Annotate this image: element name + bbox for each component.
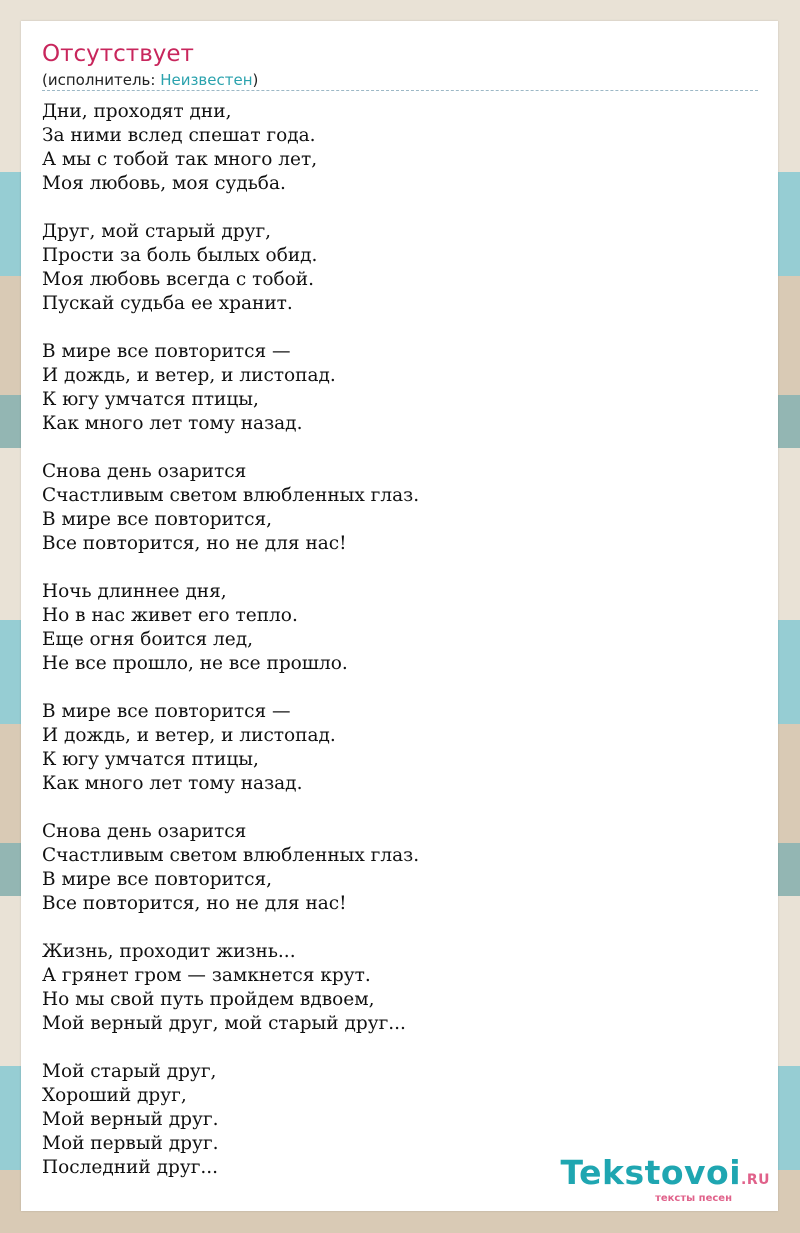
lyric-line: Счастливым светом влюбленных глаз.: [42, 485, 420, 506]
lyric-line: Все повторится, но не для нас!: [42, 893, 347, 914]
lyric-line: И дождь, и ветер, и листопад.: [42, 365, 336, 386]
lyric-line: Дни, проходят дни,: [42, 101, 232, 122]
lyric-line: Снова день озарится: [42, 821, 247, 842]
artist-line: [42, 71, 258, 89]
lyric-line: В мире все повторится —: [42, 701, 291, 722]
lyric-line: В мире все повторится —: [42, 341, 291, 362]
verse: [42, 940, 762, 1036]
lyric-line: Как много лет тому назад.: [42, 773, 303, 794]
verse: [42, 820, 762, 916]
verse: [42, 340, 762, 436]
lyric-line: Мой первый друг.: [42, 1133, 219, 1154]
artist-suffix: ): [252, 71, 259, 89]
lyric-line: В мире все повторится,: [42, 509, 273, 530]
lyric-line: Последний друг...: [42, 1157, 219, 1178]
lyric-line: Хороший друг,: [42, 1085, 187, 1106]
lyric-line: К югу умчатся птицы,: [42, 389, 259, 410]
lyric-line: Прости за боль былых обид.: [42, 245, 318, 266]
verse: [42, 700, 762, 796]
logo-name: Tekstovoi: [560, 1153, 742, 1192]
lyrics-text: [42, 100, 762, 1180]
lyric-line: Но в нас живет его тепло.: [42, 605, 298, 626]
lyric-line: Друг, мой старый друг,: [42, 221, 272, 242]
artist-prefix: (исполнитель:: [42, 71, 161, 89]
lyric-line: Снова день озарится: [42, 461, 247, 482]
verse: [42, 460, 762, 556]
lyric-line: Все повторится, но не для нас!: [42, 533, 347, 554]
lyric-line: Пускай судьба ее хранит.: [42, 293, 293, 314]
lyric-line: Моя любовь, моя судьба.: [42, 173, 286, 194]
verse: [42, 220, 762, 316]
lyric-line: А грянет гром — замкнется крут.: [42, 965, 371, 986]
lyric-line: Мой верный друг, мой старый друг...: [42, 1013, 406, 1034]
header-divider: [42, 90, 758, 91]
lyric-line: Мой верный друг.: [42, 1109, 219, 1130]
artist-link[interactable]: Неизвестен: [160, 71, 253, 89]
lyric-line: К югу умчатся птицы,: [42, 749, 259, 770]
lyric-line: Еще огня боится лед,: [42, 629, 253, 650]
lyric-line: В мире все повторится,: [42, 869, 273, 890]
lyric-line: И дождь, и ветер, и листопад.: [42, 725, 336, 746]
lyric-line: За ними вслед спешат года.: [42, 125, 316, 146]
lyric-line: Счастливым светом влюбленных глаз.: [42, 845, 420, 866]
lyric-line: Ночь длиннее дня,: [42, 581, 227, 602]
verse: [42, 100, 762, 196]
logo-tld: .RU: [741, 1172, 770, 1188]
lyric-line: А мы с тобой так много лет,: [42, 149, 318, 170]
lyric-line: Моя любовь всегда с тобой.: [42, 269, 314, 290]
lyric-line: Как много лет тому назад.: [42, 413, 303, 434]
verse: [42, 580, 762, 676]
logo-tagline: тексты песен: [655, 1193, 732, 1204]
song-title: Отсутствует: [42, 41, 194, 67]
lyric-line: Но мы свой путь пройдем вдвоем,: [42, 989, 375, 1010]
site-logo[interactable]: [560, 1153, 770, 1205]
lyric-line: Не все прошло, не все прошло.: [42, 653, 348, 674]
lyric-line: Жизнь, проходит жизнь...: [42, 941, 296, 962]
lyric-line: Мой старый друг,: [42, 1061, 217, 1082]
lyrics-card: [21, 21, 778, 1211]
